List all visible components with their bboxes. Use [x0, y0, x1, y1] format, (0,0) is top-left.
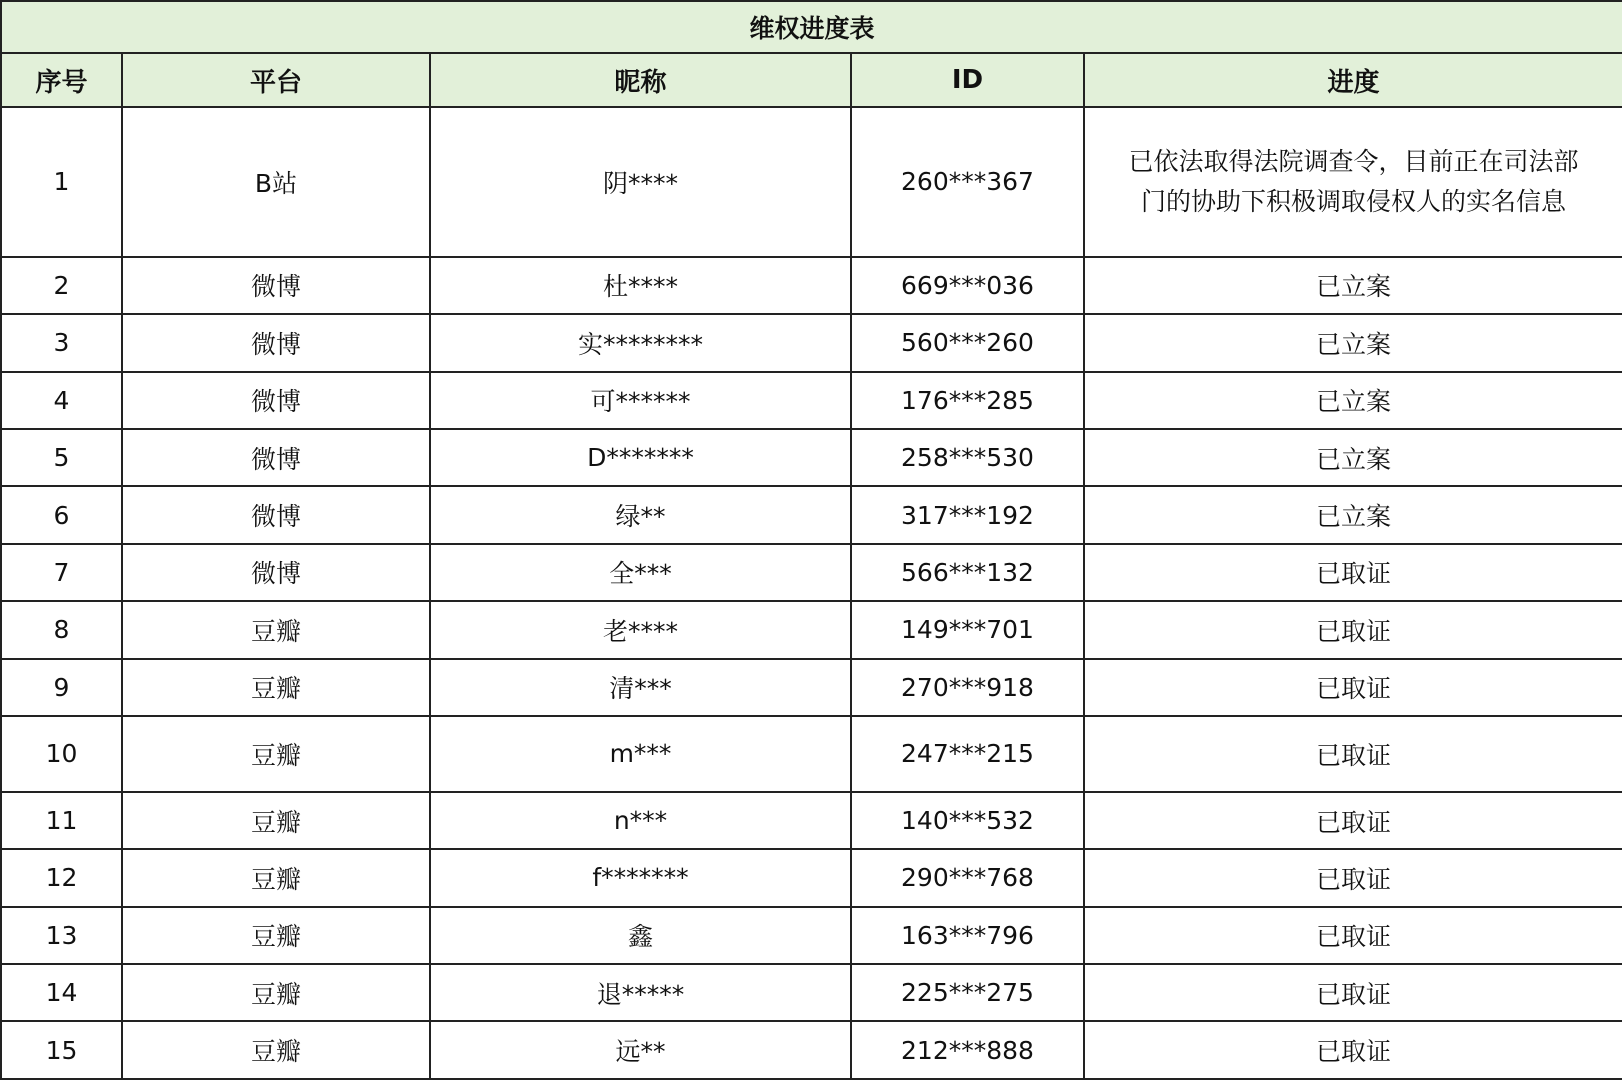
table-title-row [1, 1, 1622, 53]
table-row [1, 792, 1622, 849]
table-row [1, 601, 1622, 658]
table-row [1, 907, 1622, 964]
cell-progress: 已取证 [1084, 544, 1622, 601]
cell-progress: 已立案 [1084, 429, 1622, 486]
cell-seq: 7 [1, 544, 122, 601]
table-row [1, 716, 1622, 792]
table-row [1, 257, 1622, 314]
cell-progress: 已取证 [1084, 849, 1622, 906]
cell-platform: 豆瓣 [122, 907, 430, 964]
cell-platform: 微博 [122, 486, 430, 543]
cell-id: 163***796 [851, 907, 1084, 964]
cell-id: 566***132 [851, 544, 1084, 601]
cell-nickname: m*** [430, 716, 851, 792]
cell-progress [1084, 107, 1622, 257]
table-row [1, 544, 1622, 601]
cell-id: 225***275 [851, 964, 1084, 1021]
cell-progress: 已立案 [1084, 372, 1622, 429]
cell-progress: 已取证 [1084, 716, 1622, 792]
cell-progress: 已取证 [1084, 907, 1622, 964]
cell-nickname: 可****** [430, 372, 851, 429]
cell-seq: 4 [1, 372, 122, 429]
header-platform: 平台 [122, 53, 430, 107]
cell-id: 176***285 [851, 372, 1084, 429]
cell-seq: 13 [1, 907, 122, 964]
cell-progress: 已取证 [1084, 601, 1622, 658]
table-row [1, 659, 1622, 716]
cell-id: 270***918 [851, 659, 1084, 716]
cell-seq: 12 [1, 849, 122, 906]
cell-nickname: 老**** [430, 601, 851, 658]
table-row [1, 429, 1622, 486]
cell-id: 290***768 [851, 849, 1084, 906]
table-row [1, 372, 1622, 429]
cell-seq: 1 [1, 107, 122, 257]
cell-platform: 豆瓣 [122, 849, 430, 906]
cell-platform: 豆瓣 [122, 716, 430, 792]
cell-progress: 已取证 [1084, 964, 1622, 1021]
cell-seq: 8 [1, 601, 122, 658]
cell-progress: 已立案 [1084, 257, 1622, 314]
cell-platform: 豆瓣 [122, 964, 430, 1021]
header-id: ID [851, 53, 1084, 107]
cell-progress: 已取证 [1084, 792, 1622, 849]
cell-nickname: 退***** [430, 964, 851, 1021]
cell-platform: 豆瓣 [122, 1021, 430, 1079]
cell-seq: 10 [1, 716, 122, 792]
cell-id: 317***192 [851, 486, 1084, 543]
table-row [1, 964, 1622, 1021]
cell-id: 247***215 [851, 716, 1084, 792]
cell-nickname: 清*** [430, 659, 851, 716]
table-row [1, 849, 1622, 906]
cell-nickname: 杜**** [430, 257, 851, 314]
header-nickname: 昵称 [430, 53, 851, 107]
cell-nickname: f******* [430, 849, 851, 906]
header-progress: 进度 [1084, 53, 1622, 107]
cell-id: 260***367 [851, 107, 1084, 257]
cell-progress: 已立案 [1084, 486, 1622, 543]
cell-progress: 已立案 [1084, 314, 1622, 371]
cell-seq: 14 [1, 964, 122, 1021]
cell-nickname: n*** [430, 792, 851, 849]
cell-id: 149***701 [851, 601, 1084, 658]
cell-platform: 豆瓣 [122, 792, 430, 849]
cell-id: 560***260 [851, 314, 1084, 371]
cell-progress: 已取证 [1084, 659, 1622, 716]
table-row [1, 486, 1622, 543]
column-header-row [1, 53, 1622, 107]
cell-seq: 11 [1, 792, 122, 849]
table-row [1, 107, 1622, 257]
cell-progress: 已取证 [1084, 1021, 1622, 1079]
cell-nickname: 实******** [430, 314, 851, 371]
cell-platform: 微博 [122, 429, 430, 486]
cell-seq: 9 [1, 659, 122, 716]
cell-nickname: 全*** [430, 544, 851, 601]
cell-platform: 微博 [122, 314, 430, 371]
cell-nickname: 阴**** [430, 107, 851, 257]
cell-platform: 微博 [122, 372, 430, 429]
cell-nickname: D******* [430, 429, 851, 486]
cell-nickname: 绿** [430, 486, 851, 543]
cell-platform: 微博 [122, 544, 430, 601]
cell-platform: B站 [122, 107, 430, 257]
cell-id: 258***530 [851, 429, 1084, 486]
cell-id: 669***036 [851, 257, 1084, 314]
cell-platform: 豆瓣 [122, 659, 430, 716]
cell-id: 212***888 [851, 1021, 1084, 1079]
table-row [1, 314, 1622, 371]
cell-seq: 2 [1, 257, 122, 314]
progress-line-2: 门的协助下积极调取侵权人的实名信息 [1141, 186, 1567, 216]
cell-platform: 微博 [122, 257, 430, 314]
table-title: 维权进度表 [1, 1, 1622, 53]
table-row [1, 1021, 1622, 1079]
progress-line-1: 已依法取得法院调查令，目前正在司法部 [1128, 146, 1579, 176]
header-seq: 序号 [1, 53, 122, 107]
cell-seq: 5 [1, 429, 122, 486]
cell-nickname: 远** [430, 1021, 851, 1079]
cell-platform: 豆瓣 [122, 601, 430, 658]
cell-seq: 6 [1, 486, 122, 543]
cell-seq: 15 [1, 1021, 122, 1079]
cell-nickname: 鑫 [430, 907, 851, 964]
cell-seq: 3 [1, 314, 122, 371]
cell-id: 140***532 [851, 792, 1084, 849]
